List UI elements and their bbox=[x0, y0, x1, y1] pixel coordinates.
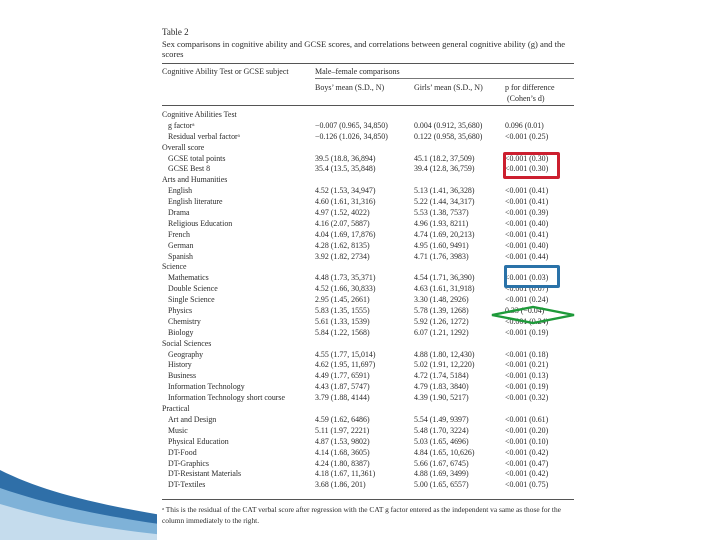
row-p-value: <0.001 (0.18) bbox=[505, 349, 549, 359]
row-subject: Music bbox=[168, 425, 188, 435]
row-subject: DT-Graphics bbox=[168, 458, 209, 468]
table-row bbox=[157, 241, 577, 252]
row-girls-mean: 4.63 (1.61, 31,918) bbox=[414, 284, 475, 294]
row-girls-mean: 4.72 (1.74, 5184) bbox=[414, 371, 469, 381]
row-girls-mean: 5.00 (1.65, 6557) bbox=[414, 480, 469, 490]
table-section-row bbox=[157, 404, 577, 415]
row-subject: English bbox=[168, 186, 193, 196]
row-boys-mean: 4.52 (1.53, 34,947) bbox=[315, 186, 376, 196]
highlight-red-box bbox=[503, 152, 560, 179]
row-boys-mean: 5.61 (1.33, 1539) bbox=[315, 316, 370, 326]
row-subject: History bbox=[168, 360, 192, 370]
top-rule bbox=[162, 63, 574, 64]
table-caption: Sex comparisons in cognitive ability and GCSE scores, and correlations between general cognitive ability (g) and the scores bbox=[162, 39, 566, 59]
highlight-blue-box bbox=[504, 265, 560, 288]
row-subject: Residual verbal factorᵃ bbox=[168, 131, 240, 141]
row-subject: English literature bbox=[168, 197, 223, 207]
row-p-value: <0.001 (0.20) bbox=[505, 425, 549, 435]
row-subject: Drama bbox=[168, 208, 190, 218]
row-girls-mean: 5.02 (1.91, 12,220) bbox=[414, 360, 475, 370]
row-subject: Art and Design bbox=[168, 414, 217, 424]
row-subject: Social Sciences bbox=[162, 338, 212, 348]
footnote: ᵃ This is the residual of the CAT verbal score after regression with the CAT g factor entered as the independent va same as those for the column immediately to the right. bbox=[162, 505, 561, 525]
table-row bbox=[157, 426, 577, 437]
row-p-value: <0.001 (0.24) bbox=[505, 295, 549, 305]
row-subject: GCSE total points bbox=[168, 153, 226, 163]
row-p-value: <0.001 (0.42) bbox=[505, 469, 549, 479]
row-p-value: <0.001 (0.41) bbox=[505, 197, 549, 207]
row-subject: Chemistry bbox=[168, 316, 201, 326]
header-p: p for difference bbox=[505, 83, 555, 92]
row-girls-mean: 3.30 (1.48, 2926) bbox=[414, 295, 469, 305]
row-girls-mean: 4.39 (1.90, 5217) bbox=[414, 393, 469, 403]
table-row bbox=[157, 415, 577, 426]
row-subject: Arts and Humanities bbox=[162, 175, 228, 185]
row-p-value: <0.001 (0.21) bbox=[505, 360, 549, 370]
group-rule bbox=[315, 78, 574, 79]
table-row bbox=[157, 437, 577, 448]
row-p-value: <0.001 (0.19) bbox=[505, 382, 549, 392]
row-subject: Overall score bbox=[162, 142, 205, 152]
row-boys-mean: 4.24 (1.80, 8387) bbox=[315, 458, 370, 468]
row-boys-mean: 5.11 (1.97, 2221) bbox=[315, 425, 370, 435]
row-girls-mean: 5.13 (1.41, 36,328) bbox=[414, 186, 475, 196]
table-row bbox=[157, 350, 577, 361]
row-subject: German bbox=[168, 240, 194, 250]
row-boys-mean: 4.16 (2.07, 5887) bbox=[315, 218, 370, 228]
row-girls-mean: 5.78 (1.39, 1268) bbox=[414, 306, 469, 316]
row-boys-mean: 2.95 (1.45, 2661) bbox=[315, 295, 370, 305]
table-row bbox=[157, 197, 577, 208]
row-p-value: <0.001 (0.42) bbox=[505, 447, 549, 457]
row-boys-mean: 4.49 (1.77, 6591) bbox=[315, 371, 370, 381]
row-subject: Spanish bbox=[168, 251, 193, 261]
row-subject: Religious Education bbox=[168, 218, 233, 228]
row-girls-mean: 4.79 (1.83, 3840) bbox=[414, 382, 469, 392]
header-girls: Girls’ mean (S.D., N) bbox=[414, 83, 483, 92]
row-boys-mean: 3.79 (1.88, 4144) bbox=[315, 393, 370, 403]
row-p-value: <0.001 (0.10) bbox=[505, 436, 549, 446]
row-p-value: <0.001 (0.30) bbox=[505, 164, 549, 174]
table-row bbox=[157, 208, 577, 219]
row-girls-mean: 39.4 (12.8, 36,759) bbox=[414, 164, 475, 174]
row-boys-mean: 5.83 (1.35, 1555) bbox=[315, 306, 370, 316]
table-row bbox=[157, 469, 577, 480]
row-boys-mean: 3.92 (1.82, 2734) bbox=[315, 251, 370, 261]
table-row bbox=[157, 360, 577, 371]
row-p-value: <0.001 (0.41) bbox=[505, 229, 549, 239]
row-boys-mean: 35.4 (13.5, 35,848) bbox=[315, 164, 376, 174]
row-girls-mean: 5.22 (1.44, 34,317) bbox=[414, 197, 475, 207]
row-girls-mean: 5.54 (1.49, 9397) bbox=[414, 414, 469, 424]
row-p-value: <0.001 (0.13) bbox=[505, 371, 549, 381]
row-girls-mean: 4.71 (1.76, 3983) bbox=[414, 251, 469, 261]
bottom-rule bbox=[162, 499, 574, 500]
row-p-value: <0.001 (0.07) bbox=[505, 284, 549, 294]
header-cohen: (Cohen’s d) bbox=[507, 94, 545, 103]
row-boys-mean: 4.52 (1.66, 30,833) bbox=[315, 284, 376, 294]
table-row bbox=[157, 186, 577, 197]
table-row bbox=[157, 480, 577, 491]
row-boys-mean: 4.48 (1.73, 35,371) bbox=[315, 273, 376, 283]
row-p-value: <0.001 (0.41) bbox=[505, 186, 549, 196]
row-p-value: 0.096 (0.01) bbox=[505, 120, 544, 130]
row-girls-mean: 0.122 (0.958, 35,680) bbox=[414, 131, 483, 141]
row-girls-mean: 6.07 (1.21, 1292) bbox=[414, 327, 469, 337]
row-p-value: <0.001 (0.03) bbox=[505, 273, 549, 283]
table-row bbox=[157, 132, 577, 143]
row-girls-mean: 4.54 (1.71, 36,390) bbox=[414, 273, 475, 283]
row-subject: DT-Textiles bbox=[168, 480, 206, 490]
header-comparisons: Male–female comparisons bbox=[315, 67, 400, 76]
row-girls-mean: 5.53 (1.38, 7537) bbox=[414, 208, 469, 218]
row-subject: Cognitive Abilities Test bbox=[162, 110, 237, 119]
row-subject: DT-Resistant Materials bbox=[168, 469, 242, 479]
row-p-value: <0.001 (0.47) bbox=[505, 458, 549, 468]
row-p-value: <0.001 (0.30) bbox=[505, 153, 549, 163]
row-boys-mean: 4.14 (1.68, 3605) bbox=[315, 447, 370, 457]
table-row bbox=[157, 371, 577, 382]
row-subject: Practical bbox=[162, 404, 190, 414]
row-subject: Biology bbox=[168, 327, 194, 337]
row-girls-mean: 5.66 (1.67, 6745) bbox=[414, 458, 469, 468]
row-p-value: <0.001 (0.40) bbox=[505, 218, 549, 228]
row-boys-mean: 4.18 (1.67, 11,361) bbox=[315, 469, 376, 479]
row-subject: Information Technology bbox=[168, 382, 245, 392]
row-subject: Geography bbox=[168, 349, 204, 359]
table-section-row bbox=[157, 339, 577, 350]
row-girls-mean: 4.95 (1.60, 9491) bbox=[414, 240, 469, 250]
table-row bbox=[157, 219, 577, 230]
row-boys-mean: −0.007 (0.965, 34,850) bbox=[315, 120, 388, 130]
row-girls-mean: 4.88 (1.69, 3499) bbox=[414, 469, 469, 479]
table-row bbox=[157, 393, 577, 404]
row-boys-mean: 5.84 (1.22, 1568) bbox=[315, 327, 370, 337]
row-boys-mean: 39.5 (18.8, 36,894) bbox=[315, 153, 376, 163]
table-row bbox=[157, 382, 577, 393]
row-girls-mean: 0.004 (0.912, 35,680) bbox=[414, 120, 483, 130]
row-girls-mean: 4.88 (1.80, 12,430) bbox=[414, 349, 475, 359]
row-subject: Double Science bbox=[168, 284, 218, 294]
header-rule bbox=[162, 105, 574, 106]
row-p-value: <0.001 (0.19) bbox=[505, 327, 549, 337]
table-section-row bbox=[157, 110, 577, 121]
row-subject: French bbox=[168, 229, 190, 239]
row-girls-mean: 4.84 (1.65, 10,626) bbox=[414, 447, 475, 457]
row-subject: Business bbox=[168, 371, 197, 381]
row-girls-mean: 5.48 (1.70, 3224) bbox=[414, 425, 469, 435]
row-subject: Mathematics bbox=[168, 273, 209, 283]
table-row bbox=[157, 448, 577, 459]
table-row bbox=[157, 121, 577, 132]
row-girls-mean: 5.03 (1.65, 4696) bbox=[414, 436, 469, 446]
row-subject: Science bbox=[162, 262, 187, 272]
row-subject: Single Science bbox=[168, 295, 215, 305]
row-p-value: <0.001 (0.61) bbox=[505, 414, 549, 424]
row-girls-mean: 45.1 (18.2, 37,509) bbox=[414, 153, 475, 163]
row-girls-mean: 4.74 (1.69, 20,213) bbox=[414, 229, 475, 239]
table-row bbox=[157, 252, 577, 263]
row-subject: g factorᵃ bbox=[168, 120, 195, 130]
row-boys-mean: 4.62 (1.95, 11,697) bbox=[315, 360, 376, 370]
row-girls-mean: 4.96 (1.93, 8211) bbox=[414, 218, 469, 228]
row-boys-mean: 4.59 (1.62, 6486) bbox=[315, 414, 370, 424]
row-p-value: <0.001 (0.39) bbox=[505, 208, 549, 218]
row-boys-mean: 4.04 (1.69, 17,876) bbox=[315, 229, 376, 239]
row-subject: GCSE Best 8 bbox=[168, 164, 211, 174]
row-p-value: 0.33 (−0.04) bbox=[505, 306, 545, 316]
row-p-value: <0.001 (0.32) bbox=[505, 393, 549, 403]
row-boys-mean: 4.55 (1.77, 15,014) bbox=[315, 349, 376, 359]
row-boys-mean: 4.97 (1.52, 4022) bbox=[315, 208, 370, 218]
highlight-green-diamond bbox=[490, 305, 576, 325]
row-subject: Physical Education bbox=[168, 436, 229, 446]
row-p-value: <0.001 (0.40) bbox=[505, 240, 549, 250]
row-boys-mean: 4.28 (1.62, 8135) bbox=[315, 240, 370, 250]
row-boys-mean: 4.60 (1.61, 31,316) bbox=[315, 197, 376, 207]
row-subject: Information Technology short course bbox=[168, 393, 285, 403]
table-row bbox=[157, 328, 577, 339]
row-girls-mean: 5.92 (1.26, 1272) bbox=[414, 316, 469, 326]
row-p-value: <0.001 (0.24) bbox=[505, 316, 549, 326]
table-row bbox=[157, 459, 577, 470]
row-p-value: <0.001 (0.75) bbox=[505, 480, 549, 490]
table-label: Table 2 bbox=[162, 27, 189, 37]
header-subject: Cognitive Ability Test or GCSE subject bbox=[162, 67, 289, 76]
row-boys-mean: 4.87 (1.53, 9802) bbox=[315, 436, 370, 446]
table-row bbox=[157, 230, 577, 241]
row-subject: Physics bbox=[168, 306, 193, 316]
row-p-value: <0.001 (0.25) bbox=[505, 131, 549, 141]
row-boys-mean: 4.43 (1.87, 5747) bbox=[315, 382, 370, 392]
row-subject: DT-Food bbox=[168, 447, 197, 457]
row-boys-mean: −0.126 (1.026, 34,850) bbox=[315, 131, 388, 141]
header-boys: Boys’ mean (S.D., N) bbox=[315, 83, 385, 92]
row-boys-mean: 3.68 (1.86, 201) bbox=[315, 480, 366, 490]
row-p-value: <0.001 (0.44) bbox=[505, 251, 549, 261]
